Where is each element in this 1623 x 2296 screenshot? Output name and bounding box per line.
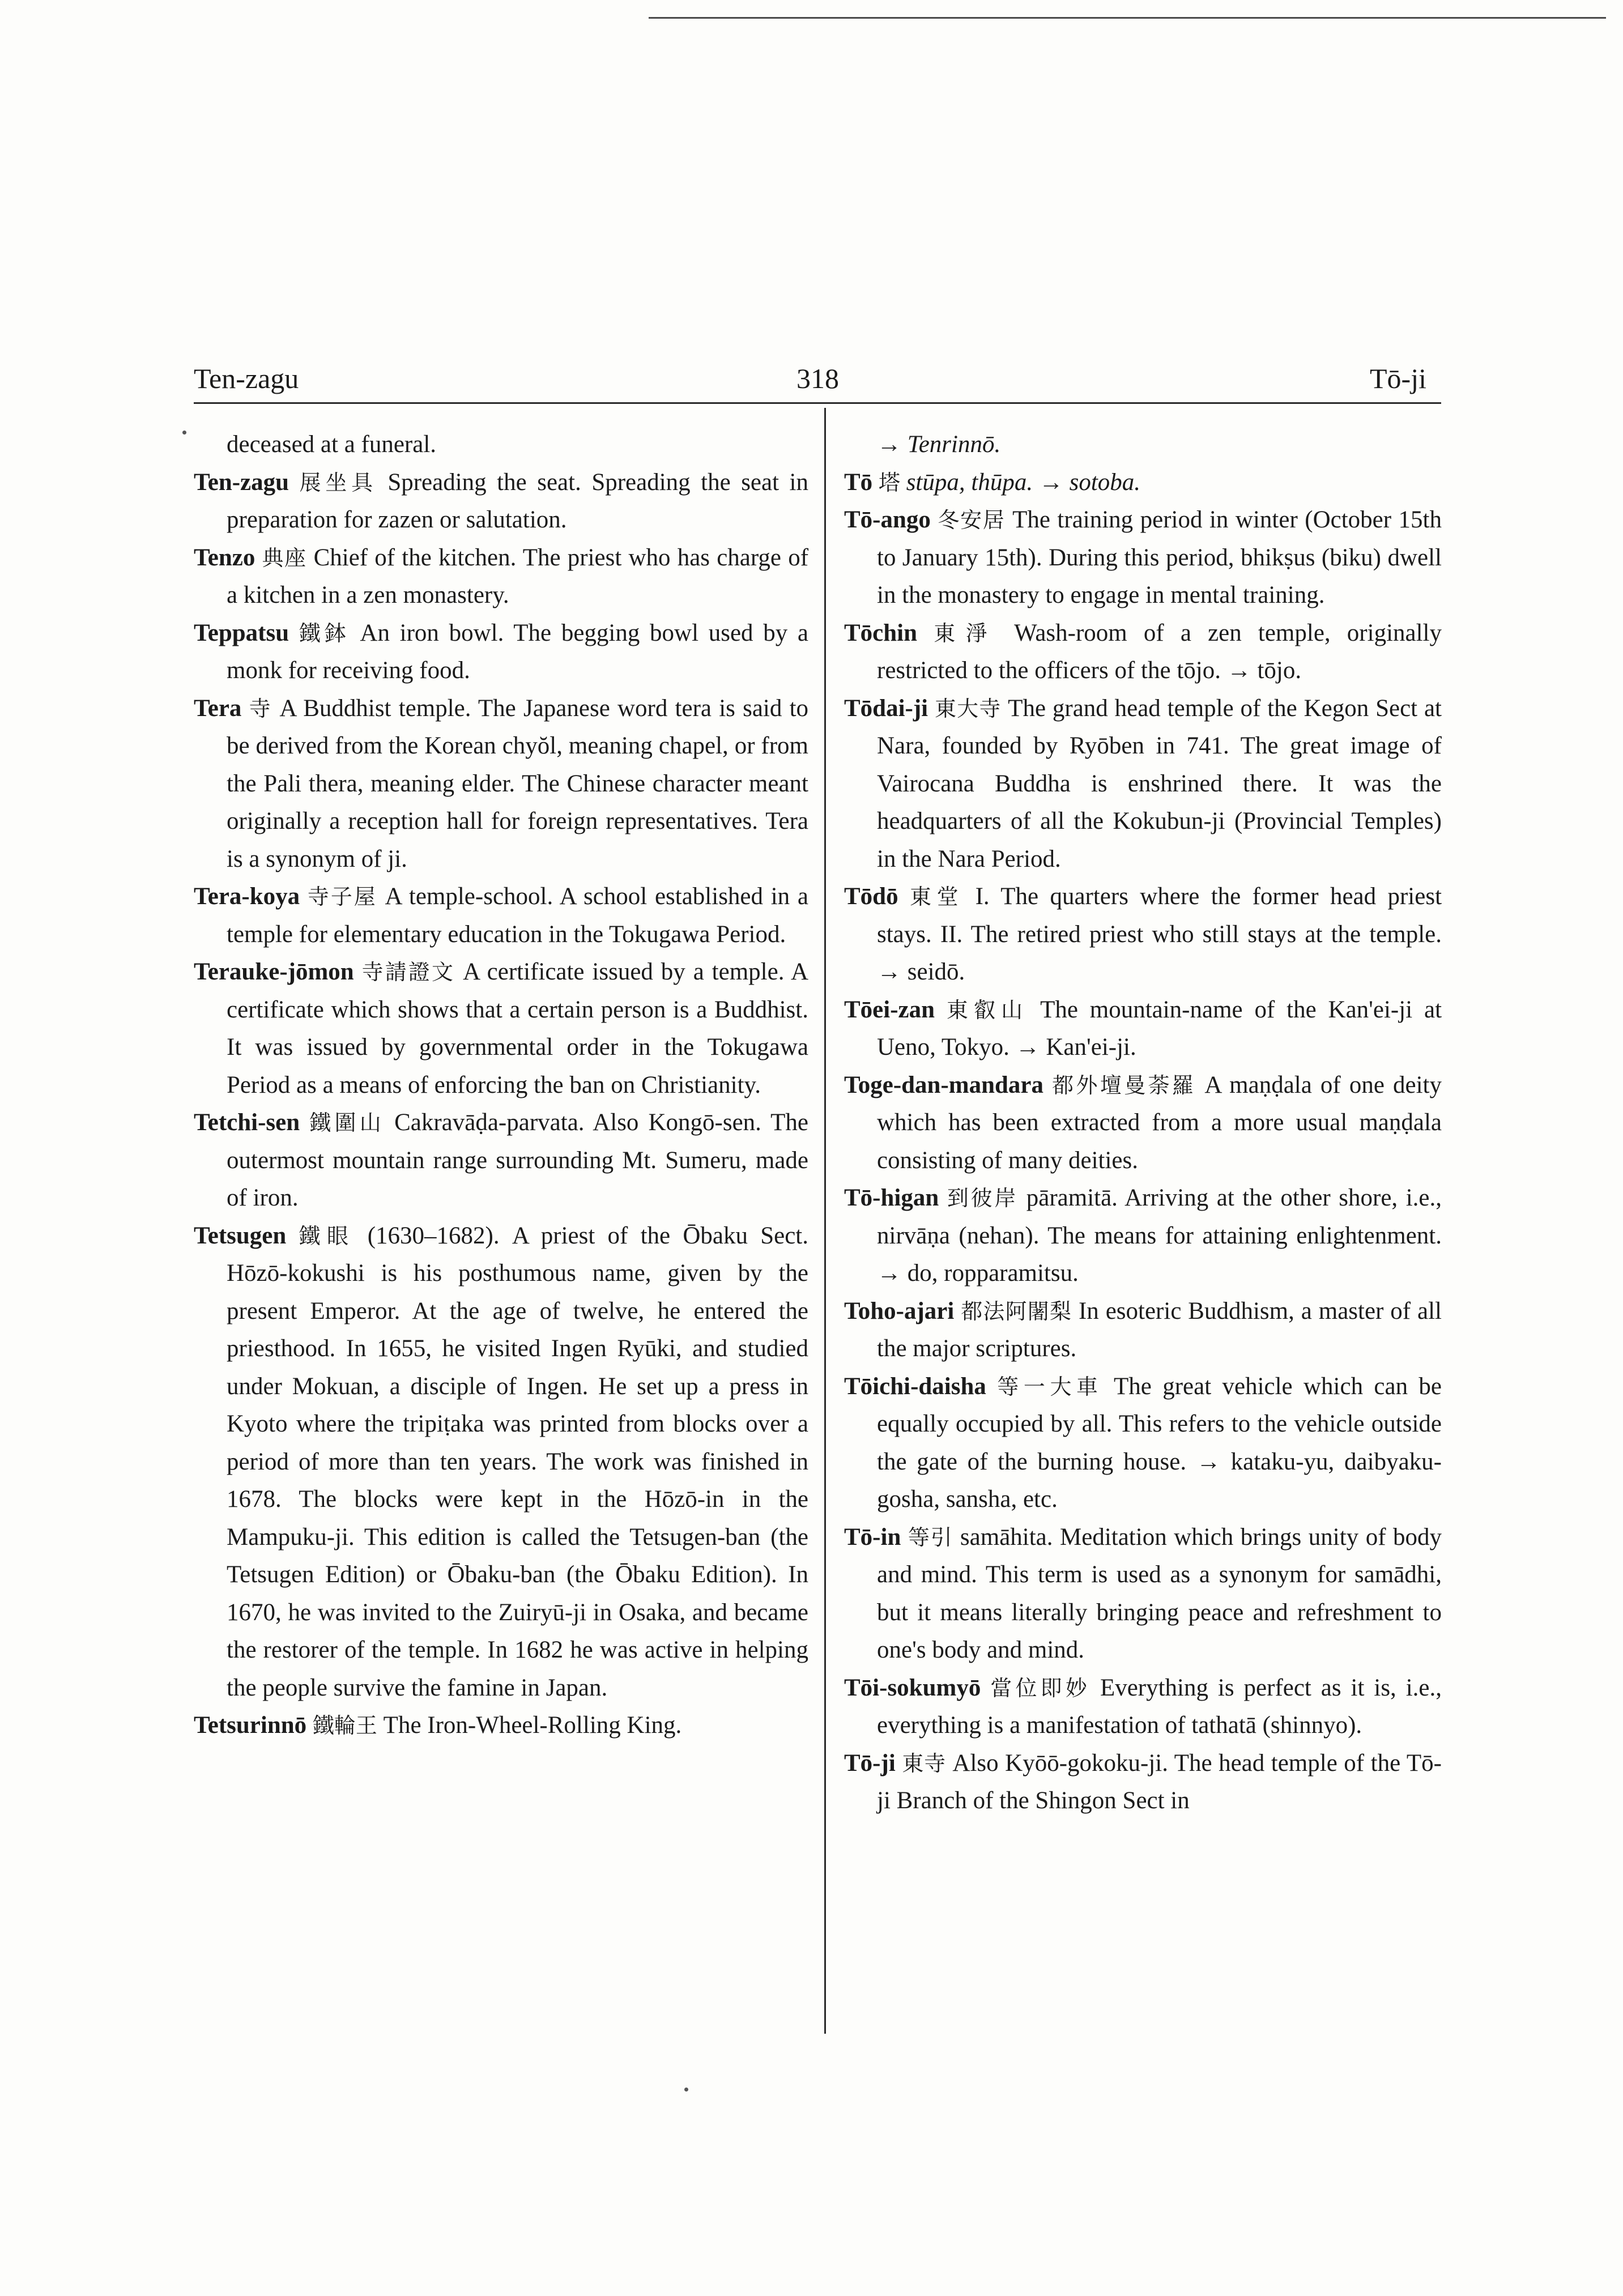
headword: Terauke-jōmon [194, 959, 354, 985]
definition: An iron bowl. The begging bowl used by a monk for receiving food. [227, 619, 809, 684]
kanji: 寺子屋 [307, 884, 377, 909]
kanji: 都外壇曼荼羅 [1052, 1072, 1196, 1098]
headword: Tetsugen [194, 1222, 287, 1249]
kanji: 等引 [908, 1524, 953, 1550]
kanji: 東寺 [902, 1750, 946, 1776]
definition: Wash-room of a zen temple, originally restricted to the officers of the tōjo. → tōjo. [877, 619, 1442, 684]
kanji: 東堂 [909, 884, 964, 909]
dictionary-entry [194, 615, 808, 690]
headword: Tōichi-daisha [844, 1373, 986, 1400]
dictionary-entry [194, 539, 808, 615]
dictionary-entry [194, 1217, 808, 1707]
dictionary-entry [844, 615, 1442, 690]
headword: Tera [194, 695, 242, 722]
dictionary-entry [844, 878, 1442, 991]
scan-speck [182, 431, 186, 435]
dictionary-entry [194, 690, 808, 879]
definition: The Iron-Wheel-Rolling King. [383, 1712, 682, 1739]
headword: Tōi-sokumyō [844, 1674, 981, 1701]
running-head-left: Ten-zagu [194, 363, 299, 394]
headword: Tōdai-ji [844, 695, 928, 722]
headword: Tō-higan [844, 1185, 939, 1211]
dictionary-entry [844, 1519, 1442, 1669]
definition: Spreading the seat. Spreading the seat in preparation for zazen or salutation. [227, 468, 808, 533]
definition: Also Kyōō-gokoku-ji. The head temple of the Tō-ji Branch of the Shingon Sect in [877, 1749, 1442, 1814]
running-head-right: Tō-ji [1370, 363, 1426, 394]
definition: I. The quarters where the former head priest stays. II. The retired priest who still stays at the temple. → seidō. [877, 883, 1442, 985]
definition: pāramitā. Arriving at the other shore, i.e., nirvāṇa (nehan). The means for attaining enlightenment. → do, ropparamitsu. [877, 1185, 1442, 1287]
headword: Teppatsu [194, 619, 289, 646]
scan-edge-line [649, 17, 1606, 19]
dictionary-entry [844, 1067, 1442, 1180]
definition: The training period in winter (October 15th to January 15th). During this period, bhikṣus (biku) dwell in the monastery to engage in mental training. [877, 506, 1442, 608]
headword: Ten-zagu [194, 468, 289, 496]
kanji: 典座 [262, 545, 307, 570]
headword: Tenzo [194, 544, 255, 571]
definition: A certificate issued by a temple. A certificate which shows that a certain person is a Buddhist. It was issued by governmental order in the Tokugawa Period as a means of enforcing the ban on Christianity. [227, 959, 809, 1098]
dictionary-entry [844, 1293, 1442, 1368]
left-column [194, 426, 808, 1745]
dictionary-entry [844, 501, 1442, 615]
definition: A Buddhist temple. The Japanese word tera is said to be derived from the Korean chyŏl, meaning chapel, or from the Pali thera, meaning elder. The Chinese character meant originally a reception hall for foreign representatives. Tera is a synonym of ji. [227, 695, 809, 872]
dictionary-entry [844, 1669, 1442, 1745]
dictionary-entry [844, 1179, 1442, 1293]
definition: A maṇḍala of one deity which has been extracted from a more usual maṇḍala consisting of many deities. [877, 1071, 1442, 1174]
header-rule [194, 402, 1441, 404]
dictionary-entry [844, 1368, 1442, 1519]
kanji: 寺 [249, 696, 272, 721]
definition: Cakravāḍa-parvata. Also Kongō-sen. The outermost mountain range surrounding Mt. Sumeru, made of iron. [227, 1109, 809, 1211]
dictionary-entry [194, 1104, 808, 1217]
dictionary-entry [194, 464, 808, 539]
headword: Tō-in [844, 1523, 901, 1550]
kanji: 鐵輪王 [312, 1713, 377, 1738]
dictionary-entry [844, 690, 1442, 879]
definition: A temple-school. A school established in a temple for elementary education in the Tokugawa Period. [227, 883, 808, 948]
scan-speck [684, 2088, 688, 2091]
kanji: 到彼岸 [947, 1186, 1019, 1211]
right-column [844, 426, 1442, 1820]
definition: stūpa, thūpa. → sotoba. [906, 468, 1141, 496]
column-divider [824, 408, 826, 2034]
definition: The grand head temple of the Kegon Sect at Nara, founded by Ryōben in 741. The great image of Vairocana Buddha is enshrined there. It was the headquarters of all the Kokubun-ji (Provincial Temples) in the Nara Period. [877, 695, 1442, 872]
headword: Tōchin [844, 619, 918, 646]
definition: The great vehicle which can be equally occupied by all. This refers to the vehicle outside the gate of the burning house. → kataku-yu, daibyaku-gosha, sansha, etc. [877, 1373, 1442, 1513]
kanji: 冬安居 [938, 508, 1006, 533]
kanji: 都法阿闍梨 [961, 1298, 1072, 1324]
headword: Tōdō [844, 883, 898, 910]
kanji: 寺請證文 [361, 960, 455, 985]
headword: Tō-ji [844, 1749, 896, 1777]
headword: Tō [844, 468, 873, 496]
definition: (1630–1682). A priest of the Ōbaku Sect. Hōzō-kokushi is his posthumous name, given by the present Emperor. At the age of twelve, he entered the priesthood. In 1655, he visited Ingen Ryūki, and studied under Mokuan, a disciple of Ingen. He set up a press in Kyoto where the tripiṭaka was printed from blocks over a period of more than ten years. The work was finished in 1678. The blocks were kept in the Hōzō-in in the Mampuku-ji. This edition is called the Tetsugen-ban (the Tetsugen Edition) or Ōbaku-ban (the Ōbaku Edition). In 1670, he was invited to the Zuiryū-ji in Osaka, and became the restorer of the temple. In 1682 he was active in helping the people survive the famine in Japan. [227, 1222, 808, 1701]
dictionary-entry [844, 1745, 1442, 1820]
kanji: 當位即妙 [990, 1675, 1090, 1701]
headword: Toge-dan-mandara [844, 1071, 1044, 1098]
headword: Tōei-zan [844, 996, 935, 1023]
headword: Tera-koya [194, 883, 300, 910]
kanji: 等一大車 [997, 1374, 1103, 1399]
headword: Toho-ajari [844, 1297, 955, 1324]
kanji: 鐵圍山 [309, 1110, 385, 1135]
kanji: 東淨 [934, 620, 998, 646]
kanji: 塔 [878, 470, 900, 495]
kanji: 東大寺 [935, 696, 1002, 721]
kanji: 鐵鉢 [299, 620, 350, 646]
kanji: 展坐具 [299, 470, 377, 495]
dictionary-entry [844, 991, 1442, 1067]
headword: Tō-ango [844, 506, 931, 533]
continuation-text: → Tenrinnō. [877, 431, 1001, 458]
definition: Everything is perfect as it is, i.e., everything is a manifestation of tathatā (shinnyo). [877, 1674, 1442, 1739]
definition: Chief of the kitchen. The priest who has charge of a kitchen in a zen monastery. [227, 544, 809, 608]
kanji: 鐵眼 [299, 1223, 355, 1249]
dictionary-entry [194, 1707, 808, 1745]
dictionary-entry [194, 953, 808, 1104]
definition: samāhita. Meditation which brings unity of body and mind. This term is used as a synonym for samādhi, but it means literally bringing peace and refreshment to one's body and mind. [877, 1523, 1442, 1663]
dictionary-entry [844, 464, 1442, 502]
dictionary-entry [194, 878, 808, 953]
definition: The mountain-name of the Kan'ei-ji at Ueno, Tokyo. → Kan'ei-ji. [877, 996, 1442, 1060]
headword: Tetchi-sen [194, 1109, 300, 1136]
definition: In esoteric Buddhism, a master of all the major scriptures. [877, 1297, 1442, 1362]
kanji: 東叡山 [946, 997, 1029, 1023]
headword: Tetsurinnō [194, 1712, 307, 1739]
page-number: 318 [796, 363, 839, 394]
continuation-text: deceased at a funeral. [227, 431, 437, 458]
